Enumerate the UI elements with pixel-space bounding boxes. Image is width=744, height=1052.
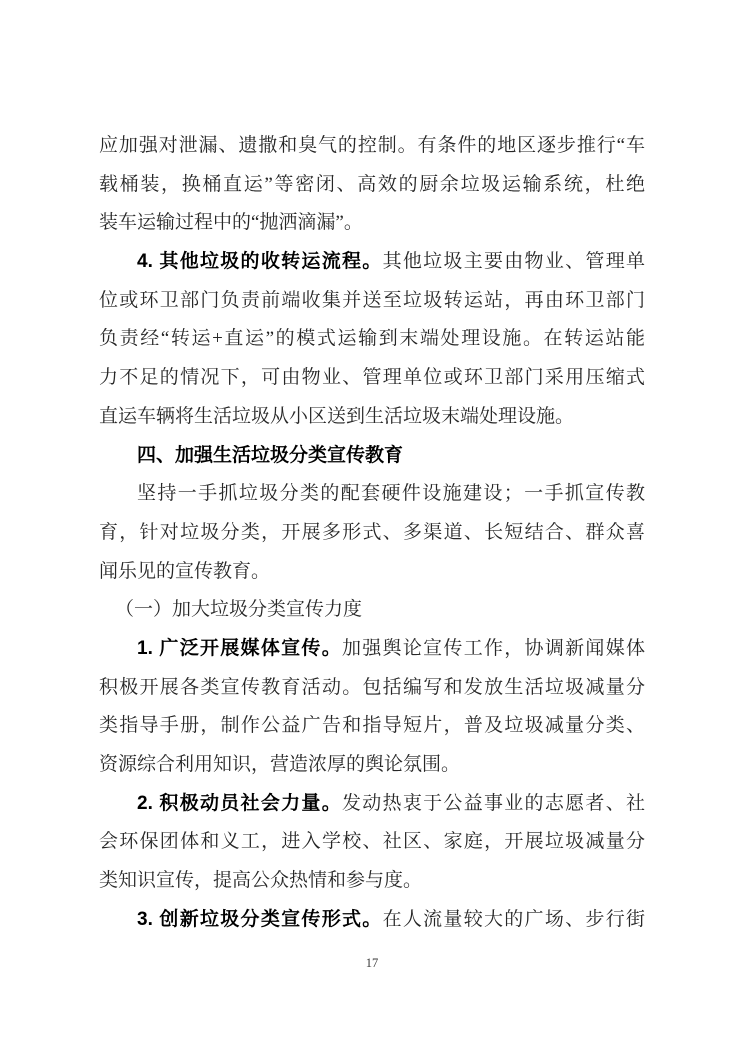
bold-text-segment: 3. 创新垃圾分类宣传形式。 [137, 908, 383, 930]
text-line [99, 823, 645, 862]
text-line [99, 901, 645, 940]
text-segment: 积极开展各类宣传教育活动。包括编写和发放生活垃圾减量分 [99, 676, 645, 698]
text-segment: 力不足的情况下，可由物业、管理单位或环卫部门采用压缩式 [99, 367, 645, 389]
text-segment: 装车运输过程中的“抛洒滴漏”。 [99, 212, 363, 234]
text-segment: 闻乐见的宣传教育。 [99, 560, 271, 582]
text-line [99, 204, 645, 243]
text-line [99, 591, 645, 630]
text-line [99, 475, 645, 514]
text-line [99, 320, 645, 359]
text-line [99, 166, 645, 205]
bold-text-segment: 4. 其他垃圾的收转运流程。 [137, 251, 383, 273]
text-segment: 在人流量较大的广场、步行街 [382, 908, 645, 930]
text-segment: 负责经“转运+直运”的模式运输到末端处理设施。在转运站能 [99, 328, 645, 350]
text-line [99, 243, 645, 282]
text-segment: 资源综合利用知识，营造浓厚的舆论氛围。 [99, 754, 461, 775]
text-line [99, 514, 645, 553]
text-line [99, 282, 645, 321]
text-line [99, 862, 645, 901]
text-segment: （一）加大垃圾分类宣传力度 [115, 599, 363, 621]
text-line [99, 707, 645, 746]
text-line [99, 785, 645, 824]
text-segment: 发动热衷于公益事业的志愿者、社 [341, 792, 645, 814]
text-segment: 位或环卫部门负责前端收集并送至垃圾转运站，再由环卫部门 [99, 289, 645, 311]
text-segment: 类知识宣传，提高公众热情和参与度。 [99, 870, 423, 892]
text-segment: 育，针对垃圾分类，开展多形式、多渠道、长短结合、群众喜 [99, 521, 645, 543]
text-segment: 应加强对泄漏、遗撒和臭气的控制。有条件的地区逐步推行“车 [99, 135, 645, 156]
text-line [99, 669, 645, 708]
bold-text-segment: 2. 积极动员社会力量。 [137, 792, 342, 814]
text-segment: 类指导手册，制作公益广告和指导短片，普及垃圾减量分类、 [99, 715, 645, 737]
text-line [99, 127, 645, 166]
text-segment: 载桶装，换桶直运”等密闭、高效的厨余垃圾运输系统，杜绝 [99, 173, 645, 195]
text-line [99, 437, 645, 476]
text-line [99, 398, 645, 437]
document-body [99, 127, 645, 939]
text-segment: 坚持一手抓垃圾分类的配套硬件设施建设；一手抓宣传教 [137, 483, 645, 505]
text-line [99, 359, 645, 398]
bold-text-segment: 四、加强生活垃圾分类宣传教育 [137, 444, 404, 466]
text-line [99, 630, 645, 669]
bold-text-segment: 1. 广泛开展媒体宣传。 [137, 637, 342, 659]
text-line [99, 553, 645, 592]
text-segment: 会环保团体和义工，进入学校、社区、家庭，开展垃圾减量分 [99, 831, 645, 853]
text-segment: 其他垃圾主要由物业、管理单 [382, 251, 645, 273]
page-number: 17 [365, 956, 379, 970]
text-line [99, 746, 645, 785]
text-segment: 加强舆论宣传工作，协调新闻媒体 [341, 637, 645, 659]
text-segment: 直运车辆将生活垃圾从小区送到生活垃圾末端处理设施。 [99, 405, 575, 427]
